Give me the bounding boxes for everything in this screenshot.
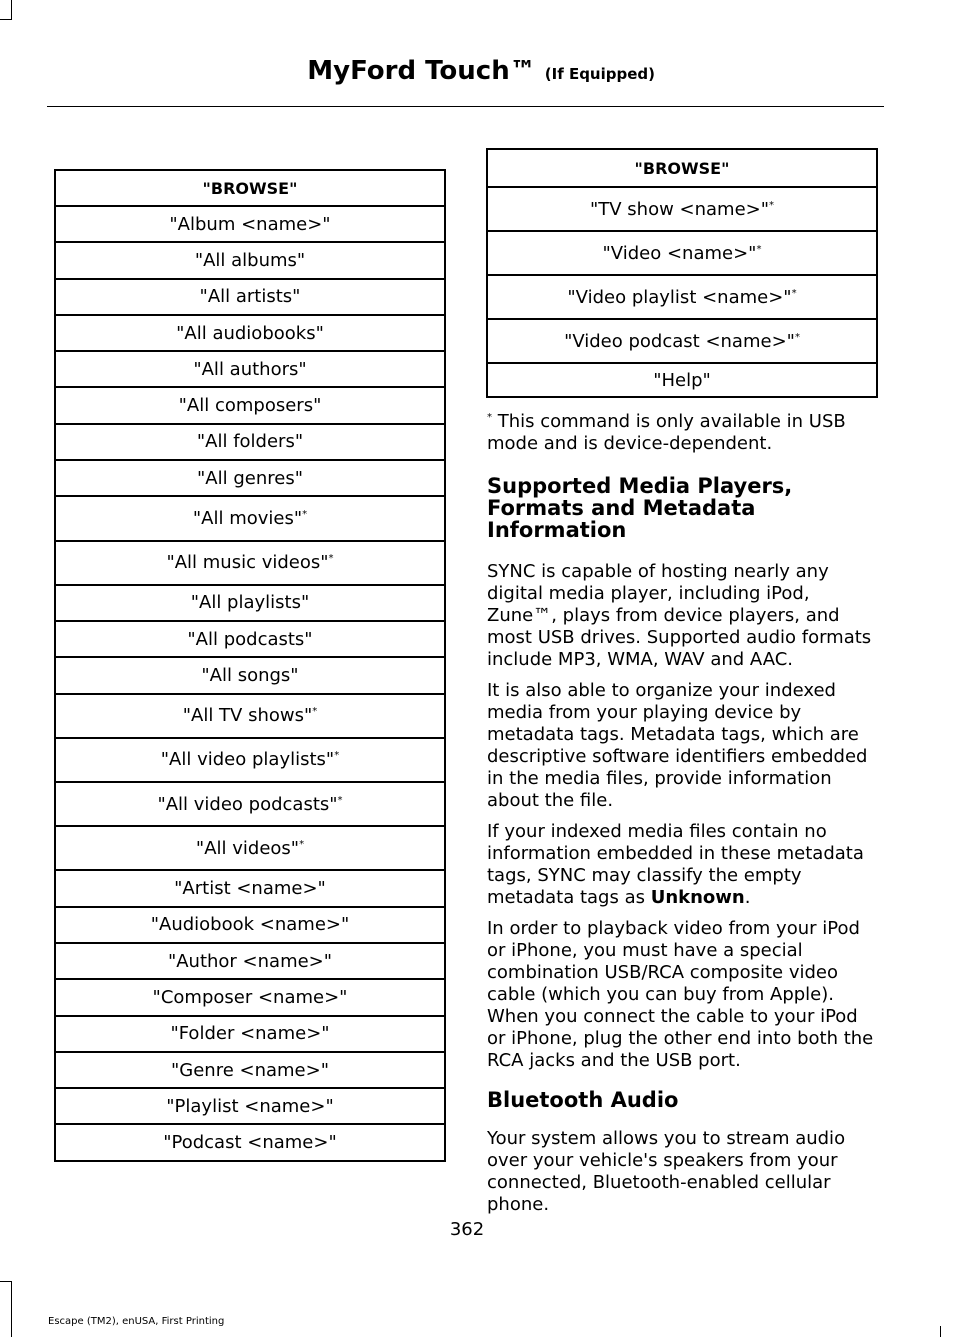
table-row	[487, 231, 877, 275]
table-row	[55, 460, 445, 496]
command-text: "Composer <name>"	[152, 986, 348, 1008]
command-text: "Artist <name>"	[174, 878, 326, 900]
table-row	[55, 907, 445, 943]
command-cell	[55, 826, 445, 870]
footnote-text: This command is only available in USB mode and is device-dependent.	[487, 411, 846, 454]
command-text: "All audiobooks"	[176, 322, 324, 344]
paragraph-text: If your indexed media files contain no information embedded in these metadata tags, SYNC may classify the empty metadata tags as	[487, 821, 864, 908]
command-text: "All albums"	[194, 249, 306, 271]
command-text: "All TV shows"	[182, 705, 313, 727]
header-title-sub: (If Equipped)	[544, 65, 655, 83]
command-cell	[55, 387, 445, 423]
command-cell	[487, 363, 877, 397]
command-text: "All composers"	[178, 395, 322, 417]
header-rule	[47, 106, 884, 107]
footnote-marker: *	[794, 331, 800, 343]
command-cell	[487, 275, 877, 319]
table-row	[55, 870, 445, 906]
table-row	[55, 206, 445, 242]
footnote	[487, 407, 880, 455]
section-heading-bluetooth-audio: Bluetooth Audio	[487, 1088, 679, 1112]
footnote-marker: *	[312, 706, 318, 718]
table-header: "BROWSE"	[487, 149, 877, 187]
command-cell	[55, 1016, 445, 1052]
table-row	[487, 319, 877, 363]
command-cell	[55, 621, 445, 657]
right-column-text	[487, 407, 880, 1216]
paragraph: SYNC is capable of hosting nearly any digital media player, including iPod, Zune™, plays from device players, and most USB drives. Supported audio formats include MP3, WMA, WAV and AAC.	[487, 561, 872, 670]
command-cell	[55, 496, 445, 540]
table-row	[55, 242, 445, 278]
command-text: "Playlist <name>"	[166, 1095, 334, 1117]
crop-mark-bottom-left	[11, 1281, 12, 1337]
table-row	[55, 782, 445, 826]
table-header: "BROWSE"	[55, 170, 445, 206]
table-row	[55, 585, 445, 621]
paragraph	[487, 821, 880, 909]
command-text: "All podcasts"	[187, 628, 313, 650]
table-row	[55, 657, 445, 693]
footnote-marker: *	[337, 794, 343, 806]
paragraph: It is also able to organize your indexed media from your playing device by metadata tags. Metadata tags, which are descriptive software identifiers embedded in the media files, provide information about the file.	[487, 680, 868, 811]
table-row	[55, 621, 445, 657]
command-text: "All video playlists"	[160, 749, 335, 771]
command-cell	[55, 315, 445, 351]
table-row	[55, 1124, 445, 1160]
command-text: "All movies"	[192, 507, 303, 529]
footnote-marker: *	[299, 838, 305, 850]
command-cell	[55, 460, 445, 496]
header-title-main: MyFord Touch™	[307, 56, 536, 86]
command-cell	[55, 279, 445, 315]
command-text: "All folders"	[196, 431, 304, 453]
command-cell	[55, 242, 445, 278]
command-cell	[55, 694, 445, 738]
command-text: "Video <name>"	[602, 242, 757, 264]
table-row	[55, 351, 445, 387]
command-cell	[55, 907, 445, 943]
command-cell	[55, 943, 445, 979]
command-text: "Genre <name>"	[170, 1059, 329, 1081]
command-text: "TV show <name>"	[589, 198, 770, 220]
footnote-marker: *	[334, 750, 340, 762]
crop-mark-top-left	[11, 0, 12, 19]
table-row	[55, 387, 445, 423]
table-row	[487, 363, 877, 397]
command-cell	[55, 738, 445, 782]
table-row	[487, 187, 877, 231]
command-cell	[55, 657, 445, 693]
command-cell	[487, 319, 877, 363]
crop-mark-bottom-right	[940, 1326, 941, 1337]
command-cell	[55, 870, 445, 906]
table-row	[55, 315, 445, 351]
table-row	[55, 496, 445, 540]
table-row	[55, 979, 445, 1015]
command-cell	[55, 206, 445, 242]
paragraph: In order to playback video from your iPod or iPhone, you must have a special combination USB/RCA composite video cable (which you can buy from Apple). When you connect the cable to your iPod or iPhone, plug the other end into both the RCA jacks and the USB port.	[487, 918, 874, 1071]
command-cell	[55, 351, 445, 387]
paragraph-text-end: .	[744, 887, 751, 908]
command-text: "All music videos"	[166, 552, 329, 574]
command-text: "Author <name>"	[167, 950, 333, 972]
command-text: "All genres"	[197, 467, 303, 489]
command-text: "All artists"	[199, 286, 301, 308]
table-row	[55, 1016, 445, 1052]
command-text: "Album <name>"	[169, 213, 331, 235]
command-cell	[487, 187, 877, 231]
section-heading-media-players: Supported Media Players, Formats and Metadata Information	[487, 474, 793, 542]
command-text: "Video podcast <name>"	[564, 330, 795, 352]
command-text: "All authors"	[193, 358, 307, 380]
footnote-marker: *	[487, 412, 492, 423]
command-text: "Help"	[653, 369, 711, 391]
print-footer: Escape (TM2), enUSA, First Printing	[48, 1316, 225, 1327]
command-cell	[487, 231, 877, 275]
crop-mark-bottom-left-h	[0, 1281, 12, 1282]
table-row	[55, 738, 445, 782]
page-header-title	[307, 56, 655, 86]
command-text: "All videos"	[195, 837, 300, 859]
table-row	[55, 1052, 445, 1088]
browse-commands-table-left	[54, 169, 446, 1162]
command-cell	[55, 585, 445, 621]
footnote-marker: *	[756, 243, 762, 255]
command-text: "All video podcasts"	[157, 793, 338, 815]
table-row	[55, 424, 445, 460]
table-row	[55, 943, 445, 979]
unknown-term: Unknown	[650, 887, 745, 908]
command-cell	[55, 1052, 445, 1088]
table-row	[55, 279, 445, 315]
footnote-marker: *	[769, 199, 775, 211]
command-text: "Audiobook <name>"	[150, 914, 350, 936]
page-number: 362	[449, 1219, 485, 1240]
command-cell	[55, 782, 445, 826]
command-text: "Video playlist <name>"	[567, 286, 792, 308]
command-text: "Folder <name>"	[170, 1023, 330, 1045]
footnote-marker: *	[302, 508, 308, 520]
table-row	[55, 1088, 445, 1124]
table-row	[487, 275, 877, 319]
command-cell	[55, 541, 445, 585]
command-cell	[55, 979, 445, 1015]
command-text: "Podcast <name>"	[163, 1132, 337, 1154]
crop-mark-top-left-h	[0, 19, 12, 20]
paragraph: Your system allows you to stream audio over your vehicle's speakers from your connected, Bluetooth-enabled cellular phone.	[487, 1128, 846, 1215]
command-cell	[55, 424, 445, 460]
command-cell	[55, 1124, 445, 1160]
table-row	[55, 826, 445, 870]
table-row	[55, 694, 445, 738]
footnote-marker: *	[328, 553, 334, 565]
browse-commands-table-right	[486, 148, 878, 398]
footnote-marker: *	[791, 287, 797, 299]
command-text: "All songs"	[201, 664, 299, 686]
command-cell	[55, 1088, 445, 1124]
table-row	[55, 541, 445, 585]
command-text: "All playlists"	[190, 592, 310, 614]
